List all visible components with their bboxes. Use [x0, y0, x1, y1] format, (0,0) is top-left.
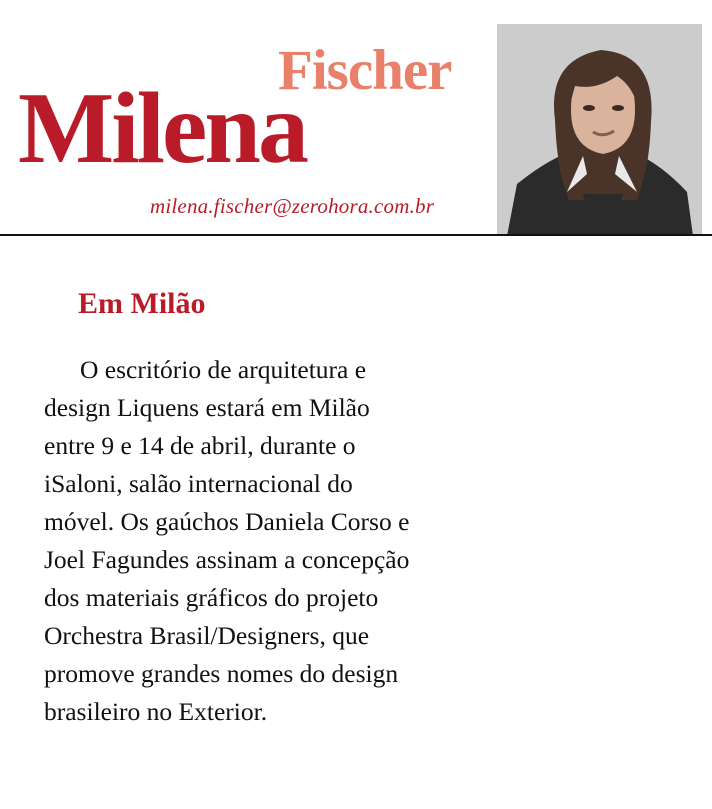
- columnist-email: milena.fischer@zerohora.com.br: [150, 194, 435, 218]
- article-title: Em Milão: [78, 287, 206, 320]
- masthead: [0, 0, 712, 236]
- article-body: O escritório de arquitetura e design Liquens estará em Milão entre 9 e 14 de abril, durante o iSaloni, salão internacional do móvel. Os gaúchos Daniela Corso e Joel Fagundes assinam a concepção dos materiais gráficos do projeto Orchestra Brasil/Designers, que promove grandes nomes do design brasileiro no Exterior.: [44, 355, 410, 726]
- columnist-last-name: Milena: [18, 72, 306, 185]
- masthead-bottom-rule: [0, 234, 712, 236]
- columnist-portrait: [497, 24, 702, 236]
- columnist-first-name: Fischer: [278, 39, 452, 102]
- article: [0, 237, 712, 731]
- portrait-illustration: [497, 24, 702, 236]
